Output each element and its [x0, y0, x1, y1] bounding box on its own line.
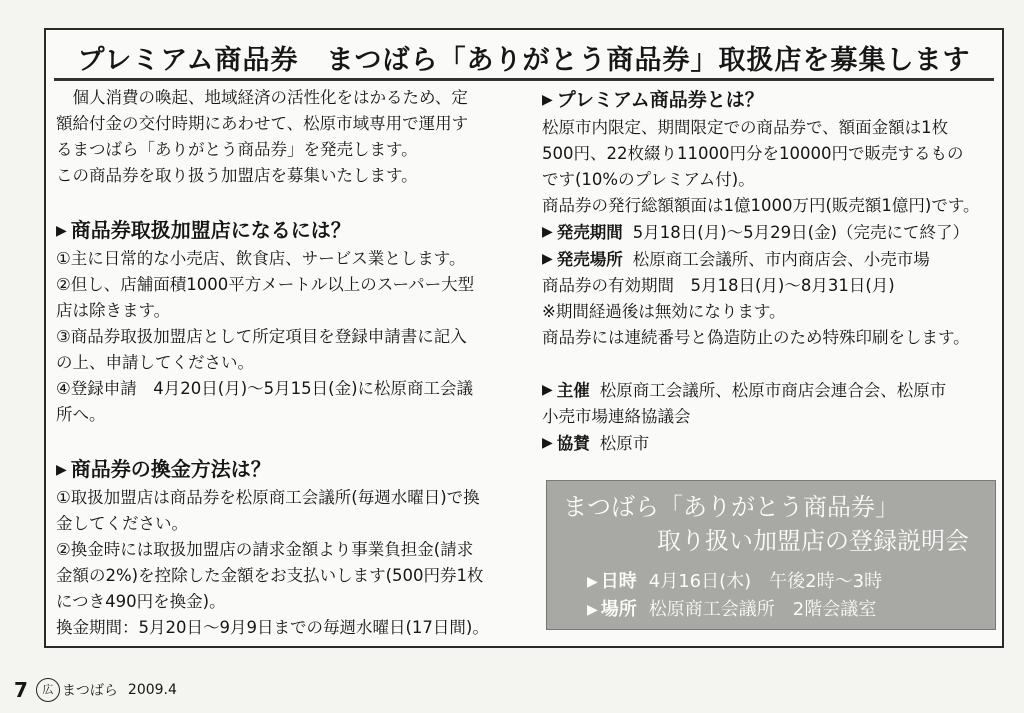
notice-date-label: ▶ 日時 [587, 571, 637, 592]
notice-date-value: 4月16日(木) 午後2時～3時 [648, 571, 883, 592]
notice-date [587, 567, 882, 593]
organizer-value-cont: 小売市場連絡協議会 [542, 407, 691, 426]
join-line: ③商品券取扱加盟店として所定項目を登録申請書に記入 [56, 327, 467, 346]
briefing-notice-box [546, 480, 996, 630]
exchange-section [56, 454, 526, 641]
exchange-line: 金額の2%)を控除した金額をお支払いします(500円券1枚 [56, 566, 484, 585]
page-footer [14, 678, 177, 702]
join-line: ②但し、店舗面積1000平方メートル以上のスーパー大型 [56, 275, 475, 294]
sponsor-value: 松原市 [599, 434, 650, 453]
notice-title-line2: 取り扱い加盟店の登録説明会 [657, 527, 969, 555]
about-line: ※期間経過後は無効になります。 [542, 302, 786, 321]
about-line: 商品券には連続番号と偽造防止のため特殊印刷をします。 [542, 328, 970, 347]
join-line: ④登録申請 4月20日(月)～5月15日(金)に松原商工会議 [56, 379, 474, 398]
page-title: プレミアム商品券 まつばら「ありがとう商品券」取扱店を募集します [77, 45, 971, 76]
sale-period-label: 発売期間 [556, 223, 623, 242]
sale-place-label: 発売場所 [556, 250, 623, 269]
exchange-line: につき490円を換金)。 [56, 592, 226, 611]
publication-name: まつばら [61, 683, 118, 699]
about-line: です(10%のプレミアム付)。 [542, 170, 755, 189]
join-line: の上、申請してください。 [56, 353, 254, 372]
sale-period-value: 5月18日(月)～5月29日(金)（完売にて終了） [632, 223, 970, 242]
notice-frame [44, 28, 1004, 648]
join-line: 店は除きます。 [56, 301, 171, 320]
page-number: 7 [14, 678, 28, 702]
left-column [56, 85, 526, 641]
issue-date: 2009.4 [127, 682, 177, 698]
spacer [542, 351, 998, 377]
right-column [542, 85, 998, 457]
about-line: 商品券の発行総額額面は1億1000万円(販売額1億円)です。 [542, 196, 980, 215]
notice-place-label: ▶ 場所 [587, 599, 637, 620]
organizer [542, 377, 998, 404]
exchange-line: ②換金時には取扱加盟店の請求金額より事業負担金(請求 [56, 540, 474, 559]
title-rule [54, 78, 994, 81]
sponsor [542, 430, 998, 457]
join-line: 所へ。 [56, 405, 106, 424]
notice-place [587, 595, 876, 621]
sale-place [542, 246, 998, 273]
notice-title-line1: まつばら「ありがとう商品券」 [563, 493, 899, 521]
about-line: 松原市内限定、期間限定での商品券で、額面金額は1枚 [542, 118, 949, 137]
join-heading: ▶ 商品券取扱加盟店になるには？ [56, 215, 526, 246]
organizer-value: 松原商工会議所、松原市商店会連合会、松原市 [599, 381, 947, 400]
sale-place-value: 松原商工会議所、市内商店会、小売市場 [632, 250, 930, 269]
exchange-line: ①取扱加盟店は商品券を松原商工会議所(毎週水曜日)で換 [56, 488, 480, 507]
intro-line: 個人消費の喚起、地域経済の活性化をはかるため、定 [72, 88, 468, 107]
join-line: ①主に日常的な小売店、飲食店、サービス業とします。 [56, 249, 466, 268]
exchange-heading: ▶ 商品券の換金方法は？ [56, 454, 526, 485]
notice-place-value: 松原商工会議所 2階会議室 [648, 599, 877, 620]
intro-line: 額給付金の交付時期にあわせて、松原市域専用で運用す [56, 114, 469, 133]
about-line: 商品券の有効期間 5月18日(月)～8月31日(月) [542, 276, 895, 295]
intro-text [56, 85, 526, 189]
intro-line: るまつばら「ありがとう商品券」を発売します。 [56, 140, 418, 159]
sponsor-label: 協賛 [556, 434, 590, 453]
sale-period [542, 219, 998, 246]
exchange-line: 金してください。 [56, 514, 188, 533]
intro-line: この商品券を取り扱う加盟店を募集いたします。 [56, 166, 418, 185]
publication-logo-icon: 広 [36, 678, 60, 702]
join-section [56, 215, 526, 428]
about-line: 500円、22枚綴り11000円分を10000円で販売するもの [542, 144, 964, 163]
organizer-label: 主催 [556, 381, 590, 400]
about-heading: ▶ プレミアム商品券とは？ [542, 85, 998, 115]
exchange-line: 換金期間：5月20日～9月9日までの毎週水曜日(17日間)。 [56, 618, 489, 637]
